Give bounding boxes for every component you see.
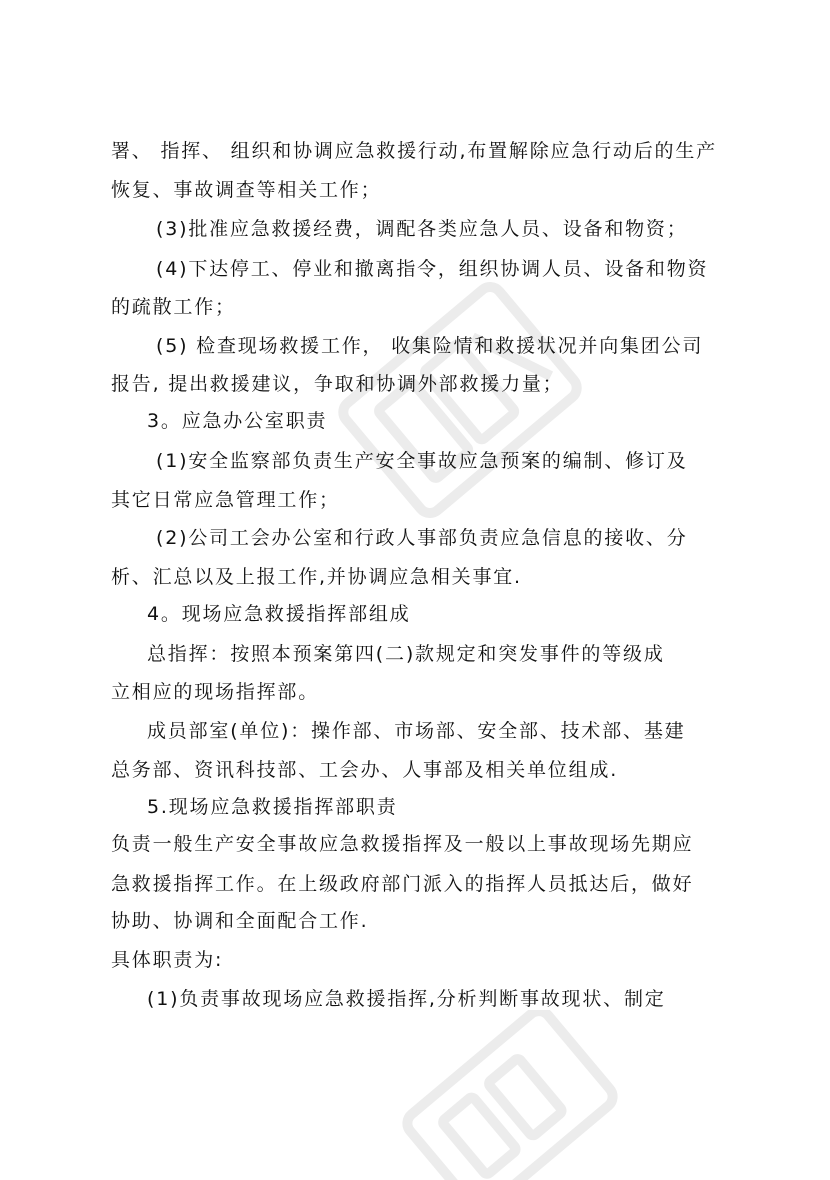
text-line: 成员部室(单位)：操作部、市场部、安全部、技术部、基建: [147, 720, 686, 742]
text-line: 署、 指挥、 组织和协调应急救援行动,布置解除应急行动后的生产: [111, 140, 717, 162]
text-line: 的疏散工作；: [111, 296, 236, 318]
text-line: 急救援指挥工作。在上级政府部门派入的指挥人员抵达后，做好: [111, 873, 694, 895]
text-line: (4)下达停工、停业和撤离指令，组织协调人员、设备和物资: [156, 258, 709, 280]
text-line: (1)安全监察部负责生产安全事故应急预案的编制、修订及: [156, 450, 688, 472]
text-line: 具体职责为:: [111, 949, 224, 971]
watermark-stamp-middle: [330, 250, 590, 550]
watermark-stamp-bottom: [400, 1010, 620, 1180]
text-line: (2)公司工会办公室和行政人事部负责应急信息的接收、分: [156, 527, 688, 549]
text-line: 总指挥：按照本预案第四(二)款规定和突发事件的等级成: [147, 643, 665, 665]
section-heading: 3。应急办公室职责: [147, 410, 328, 432]
text-line: (1)负责事故现场应急救援指挥,分析判断事故现状、制定: [147, 988, 666, 1010]
text-line: 报告, 提出救援建议，争取和协调外部救援力量；: [111, 373, 564, 395]
text-line: 立相应的现场指挥部。: [111, 681, 320, 703]
text-line: 总务部、资讯科技部、工会办、人事部及相关单位组成.: [111, 759, 619, 781]
section-heading: 5.现场应急救援指挥部职责: [147, 796, 398, 818]
text-line: 其它日常应急管理工作；: [111, 489, 340, 511]
text-line: (5) 检查现场救援工作， 收集险情和救援状况并向集团公司: [156, 335, 704, 357]
text-line: (3)批准应急救援经费，调配各类应急人员、设备和物资；: [156, 218, 688, 240]
text-line: 恢复、事故调查等相关工作；: [111, 179, 382, 201]
text-line: 析、汇总以及上报工作,并协调应急相关事宜.: [111, 566, 522, 588]
text-line: 负责一般生产安全事故应急救援指挥及一般以上事故现场先期应: [111, 833, 694, 855]
text-line: 协助、协调和全面配合工作.: [111, 910, 369, 932]
section-heading: 4。现场应急救援指挥部组成: [147, 603, 411, 625]
